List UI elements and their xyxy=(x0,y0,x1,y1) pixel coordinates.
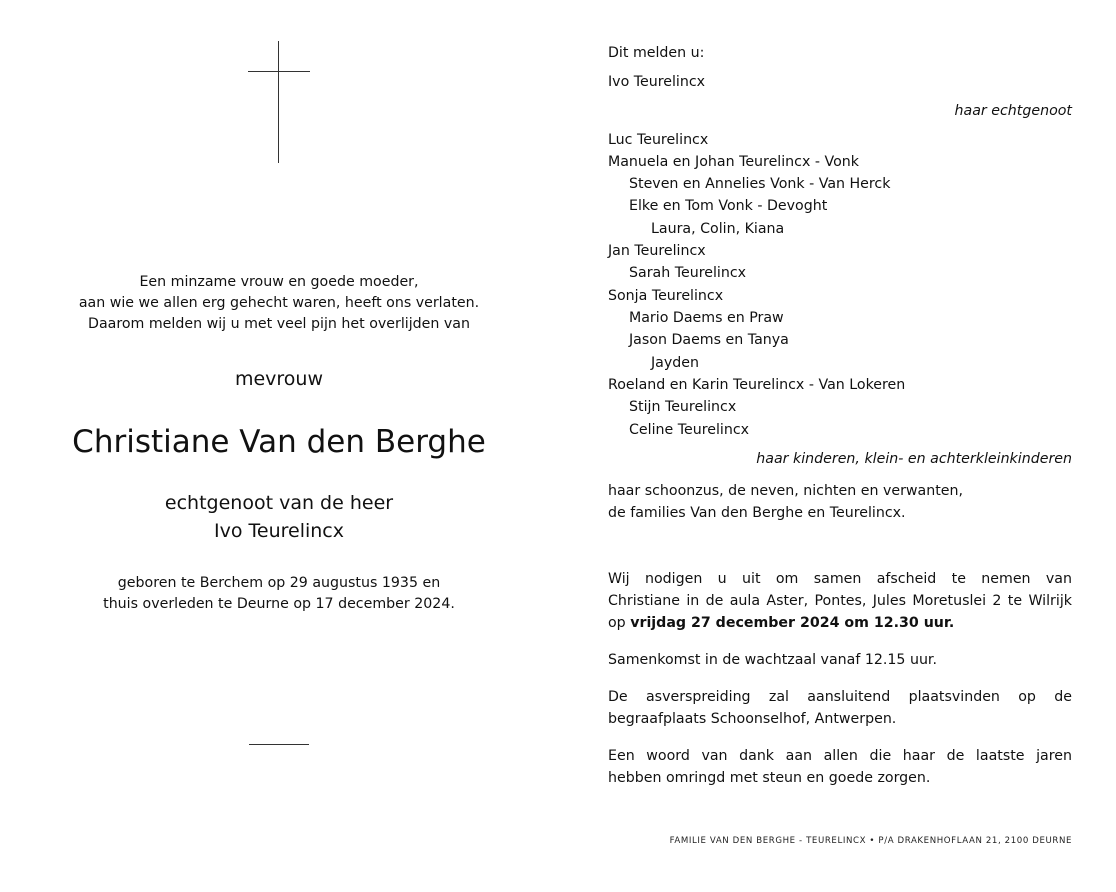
spouse-name: Ivo Teurelincx xyxy=(214,520,344,542)
invitation-line xyxy=(608,612,1072,634)
family-member: Celine Teurelincx xyxy=(629,422,750,438)
spouse-block xyxy=(40,489,518,545)
scattering-line: begraafplaats Schoonselhof, Antwerpen. xyxy=(608,711,897,727)
intro-line: Een minzame vrouw en goede moeder, xyxy=(139,274,419,290)
footer-address: FAMILIE VAN DEN BERGHE - TEURELINCX • P/A DRAKENHOFLAAN 21, 2100 DEURNE xyxy=(669,836,1072,846)
cross-icon xyxy=(248,41,310,163)
spouse-line: echtgenoot van de heer xyxy=(164,492,394,514)
thanks-line: hebben omringd met steun en goede zorgen. xyxy=(608,770,931,786)
family-member: Roeland en Karin Teurelincx - Van Lokeren xyxy=(608,377,906,393)
family-member: Laura, Colin, Kiana xyxy=(651,221,785,237)
intro-text xyxy=(40,272,518,335)
birth-death-text xyxy=(40,573,518,615)
husband-role: haar echtgenoot xyxy=(954,103,1072,119)
scattering-line: De asverspreiding zal aansluitend plaatsvinden op de xyxy=(608,689,1072,705)
family-member: Elke en Tom Vonk - Devoght xyxy=(629,198,828,214)
intro-line: aan wie we allen erg gehecht waren, heeft ons verlaten. xyxy=(78,295,480,311)
family-member: Manuela en Johan Teurelincx - Vonk xyxy=(608,154,860,170)
announcement-heading: Dit melden u: xyxy=(608,45,705,61)
intro-line: Daarom melden wij u met veel pijn het overlijden van xyxy=(88,316,470,332)
relatives-line: de families Van den Berghe en Teurelincx. xyxy=(608,505,906,521)
ceremony-invitation xyxy=(608,568,1072,634)
right-panel xyxy=(608,0,1072,892)
family-member: Steven en Annelies Vonk - Van Herck xyxy=(629,176,891,192)
family-role: haar kinderen, klein- en achterkleinkinderen xyxy=(756,451,1072,467)
invitation-line: Wij nodigen u uit om samen afscheid te nemen van xyxy=(608,571,1072,587)
family-member: Stijn Teurelincx xyxy=(629,399,737,415)
family-member: Mario Daems en Praw xyxy=(629,310,784,326)
family-member: Jan Teurelincx xyxy=(608,243,706,259)
deceased-name: Christiane Van den Berghe xyxy=(72,424,486,460)
cross-horizontal-bar xyxy=(248,71,310,72)
relatives-line: haar schoonzus, de neven, nichten en verwanten, xyxy=(608,483,963,499)
thanks-line: Een woord van dank aan allen die haar de laatste jaren xyxy=(608,748,1072,764)
husband-name: Ivo Teurelincx xyxy=(608,74,706,90)
family-member: Luc Teurelincx xyxy=(608,132,709,148)
birth-line: geboren te Berchem op 29 augustus 1935 en xyxy=(117,575,441,591)
family-member: Sonja Teurelincx xyxy=(608,288,724,304)
left-panel xyxy=(40,0,518,892)
thanks-text xyxy=(608,745,1072,789)
title-prefix: mevrouw xyxy=(234,368,324,390)
invitation-line: Christiane in de aula Aster, Pontes, Jules Moretuslei 2 te Wilrijk xyxy=(608,593,1072,609)
decorative-divider xyxy=(249,744,309,745)
scattering-info xyxy=(608,686,1072,730)
family-member: Jason Daems en Tanya xyxy=(629,332,789,348)
family-member: Sarah Teurelincx xyxy=(629,265,747,281)
family-member: Jayden xyxy=(651,355,700,371)
gathering-info: Samenkomst in de wachtzaal vanaf 12.15 uur. xyxy=(608,652,937,668)
invitation-prefix: op xyxy=(608,615,626,631)
cross-vertical-bar xyxy=(278,41,279,163)
death-line: thuis overleden te Deurne op 17 december 2024. xyxy=(103,596,455,612)
ceremony-datetime: vrijdag 27 december 2024 om 12.30 uur. xyxy=(630,615,955,631)
